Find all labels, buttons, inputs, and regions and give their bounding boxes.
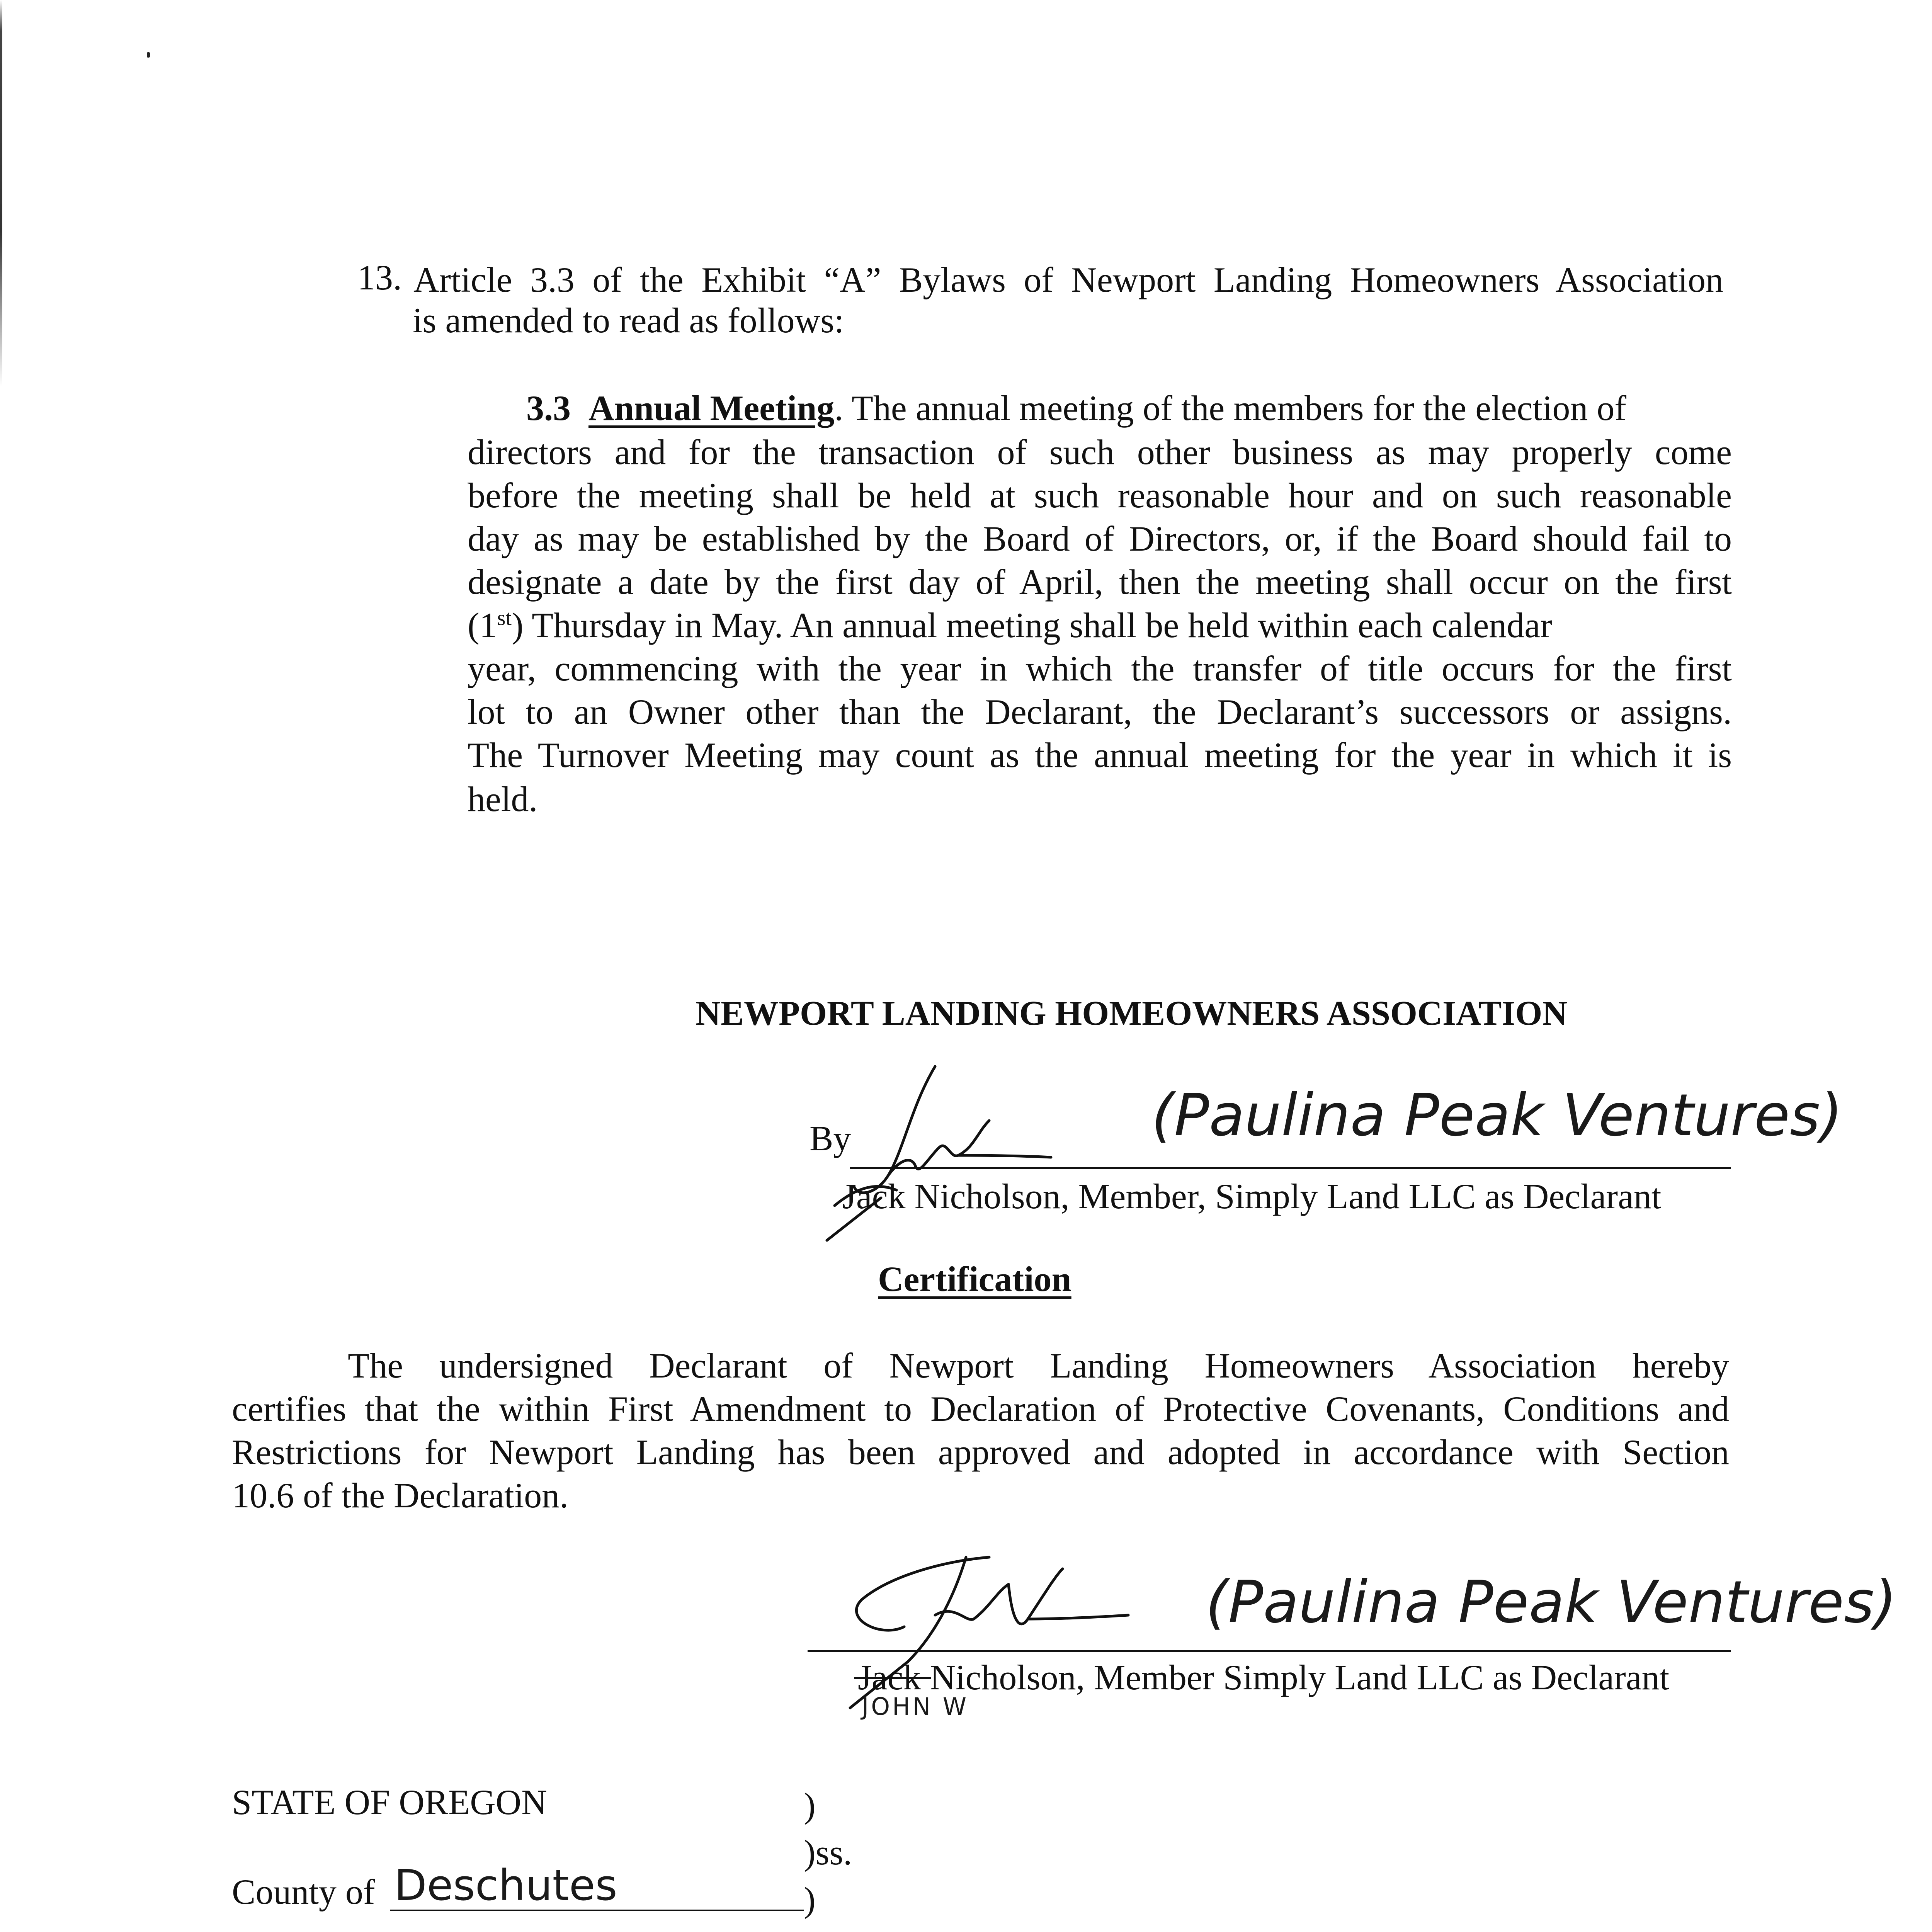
signature-handwriting-2: (Paulina Peak Ventures): [1206, 1569, 1897, 1636]
section-line-7: year, commencing with the year in which the transfer of title occurs for the first: [468, 649, 1732, 688]
certification-heading: Certification: [878, 1259, 1071, 1299]
section-title: Annual Meeting: [588, 388, 835, 428]
strikethrough-jack: [854, 1677, 931, 1679]
section-line-8: lot to an Owner other than the Declarant, the Declarant’s successors or assigns.: [468, 692, 1732, 731]
signature-line-2: [808, 1650, 1731, 1652]
certification-first-line: [348, 1344, 1729, 1387]
certification-line-1: The undersigned Declarant of Newport Landing Homeowners Association hereby: [348, 1346, 1729, 1385]
amendment-intro-line-1: Article 3.3 of the Exhibit “A” Bylaws of Newport Landing Homeowners Association: [413, 260, 1723, 299]
signature-handwriting-1: (Paulina Peak Ventures): [1151, 1082, 1843, 1149]
notary-state: STATE OF OREGON: [232, 1782, 547, 1822]
certification-line-2: certifies that the within First Amendment to Declaration of Protective Covenants, Conditions and: [232, 1389, 1729, 1429]
section-line-9: The Turnover Meeting may count as the annual meeting for the year in which it is: [468, 735, 1732, 775]
amendment-intro-line-2: is amended to read as follows:: [413, 301, 844, 340]
certification-signer: Jack Nicholson, Member Simply Land LLC as Declarant: [858, 1658, 1670, 1697]
county-underline: [390, 1910, 804, 1911]
section-line-6-text: (1st) Thursday in May. An annual meeting shall be held within each calendar: [468, 605, 1552, 645]
section-line-3: before the meeting shall be held at such reasonable hour and on such reasonable: [468, 476, 1732, 515]
notary-county-label: County of: [232, 1872, 375, 1912]
section-number: 3.3: [526, 388, 571, 428]
scan-margin-mark: [0, 0, 2, 386]
by-label: By: [810, 1119, 851, 1158]
section-line-4: day as may be established by the Board of Directors, or, if the Board should fail to: [468, 519, 1732, 558]
item-number: 13.: [357, 258, 402, 297]
certification-line-3: Restrictions for Newport Landing has been approved and adopted in accordance with Section: [232, 1432, 1729, 1472]
section-body-2: [468, 647, 1732, 777]
section-body: [468, 430, 1732, 604]
certification-line-4: 10.6 of the Declaration.: [232, 1476, 569, 1515]
notary-paren-bottom: ): [804, 1880, 816, 1919]
notary-paren-top: ): [804, 1786, 816, 1825]
section-line-10: held.: [468, 779, 538, 819]
ordinal-suffix: st: [497, 606, 512, 630]
association-signer: Jack Nicholson, Member, Simply Land LLC as Declarant: [842, 1177, 1662, 1216]
notary-ss: )ss.: [804, 1833, 852, 1872]
section-line-6: [468, 604, 1732, 647]
section-line-5: designate a date by the first day of April, then the meeting shall occur on the first: [468, 562, 1732, 602]
scan-speck: [147, 52, 150, 58]
handwritten-correction-john-w: JOHN W: [862, 1692, 969, 1721]
notary-county-value: Deschutes: [394, 1861, 617, 1910]
certification-body: [232, 1387, 1729, 1474]
section-line-2: directors and for the transaction of such other business as may properly come: [468, 432, 1732, 472]
section-first-line: [526, 386, 1724, 430]
amendment-intro: [413, 258, 1723, 301]
section-line-1: . The annual meeting of the members for the election of: [834, 388, 1627, 428]
association-heading: NEWPORT LANDING HOMEOWNERS ASSOCIATION: [696, 994, 1568, 1032]
signature-line-1: [850, 1167, 1731, 1169]
